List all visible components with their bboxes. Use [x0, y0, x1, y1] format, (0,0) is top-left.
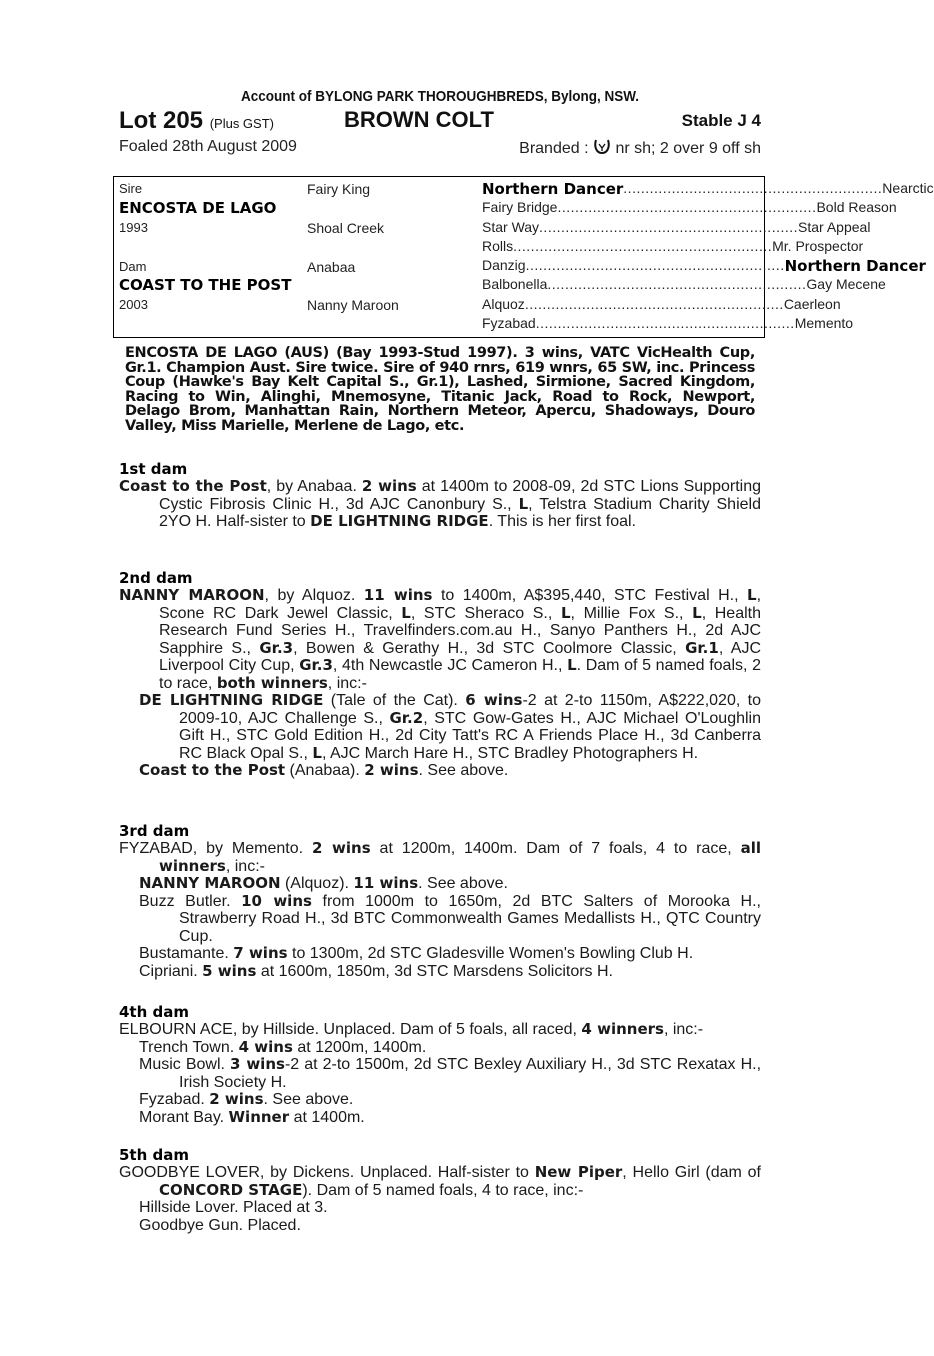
- text-run: to 1300m, 2d STC Gladesville Women's Bowling Club H.: [287, 945, 694, 962]
- bold-text: L: [312, 743, 322, 762]
- section-heading: 3rd dam: [119, 822, 190, 840]
- text-run: Buzz Butler.: [139, 892, 242, 910]
- bold-text: 2 wins: [311, 839, 371, 857]
- bold-text: NANNY MAROON: [139, 874, 281, 892]
- dam-label: Dam: [119, 259, 147, 274]
- text-run: at 1400m to 2008-09, 2d STC Lions Supporting Cystic Fibrosis Clinic H., 3d AJC Canonbury S.,: [159, 478, 761, 513]
- text-run: Bustamante.: [139, 945, 234, 962]
- text-run: . See above.: [418, 762, 509, 779]
- text-run: . See above.: [263, 1091, 354, 1108]
- dam-entry: [119, 478, 761, 531]
- sire-name: ENCOSTA DE LAGO: [119, 199, 277, 217]
- plus-gst: (Plus GST): [209, 116, 274, 131]
- gen3-right: Gay Mecene: [806, 276, 886, 292]
- bold-text: NANNY MAROON: [119, 586, 265, 604]
- text-run: , STC Gow-Gates H., AJC Michael O'Loughlin Gift H., STC Gold Edition H., 2d City Tatt's RC A Friends Place H., 3d Canberra RC Black Opal S.,: [179, 709, 762, 762]
- bold-text: 3 wins: [230, 1055, 285, 1073]
- gen3-left: Danzig: [482, 257, 526, 273]
- dam-entry: [119, 1164, 761, 1199]
- gen3-row: Rolls ........................................................... Mr. Prospector: [482, 238, 864, 254]
- text-run: , Health Research Fund Series H., Travelfinders.com.au H., Sanyo Panthers H., 2d AJC Sapphire S.,: [159, 604, 762, 657]
- foaled-date: Foaled 28th August 2009: [119, 138, 297, 155]
- text-run: , AJC March Hare H., STC Bradley Photographers H.: [321, 744, 699, 762]
- bold-text: L: [518, 494, 529, 513]
- text-run: at 1200m, 1400m. Dam of 7 foals, 4 to race,: [370, 840, 741, 857]
- text-run: at 1400m.: [289, 1108, 365, 1126]
- text-run: Trench Town.: [139, 1038, 239, 1056]
- bold-text: 10 wins: [241, 891, 312, 910]
- section-heading: 1st dam: [119, 460, 188, 478]
- gen3-right: Northern Dancer: [784, 257, 926, 275]
- bold-text: all winners: [159, 839, 762, 875]
- text-run: Goodbye Gun. Placed.: [139, 1216, 301, 1234]
- text-run: Fyzabad.: [139, 1091, 210, 1108]
- first-dam-section: [119, 460, 761, 531]
- fourth-dam-section: [119, 1003, 761, 1126]
- gen3-left: Star Way: [482, 219, 540, 235]
- text-run: , inc:-: [327, 674, 367, 692]
- dam-entry: [119, 840, 761, 875]
- text-run: (Tale of the Cat).: [323, 692, 466, 709]
- lot-number: [119, 107, 274, 135]
- text-run: FYZABAD, by Memento.: [119, 840, 312, 857]
- pedigree-table: [113, 176, 934, 338]
- text-run: , STC Sheraco S.,: [410, 604, 561, 622]
- catalogue-page: [119, 88, 934, 1234]
- dam-name: COAST TO THE POST: [119, 276, 292, 294]
- gen3-row: Alquoz ........................................................... Caerleon: [482, 296, 841, 312]
- progeny-entry: [119, 1056, 761, 1091]
- text-run: , 4th Newcastle JC Cameron H.,: [332, 657, 568, 674]
- gen3-row: Fairy Bridge ........................................................... Bold Reason: [482, 199, 897, 215]
- bold-text: 5 wins: [202, 961, 257, 980]
- bold-text: Coast to the Post: [119, 477, 267, 495]
- text-run: . Dam of 5 named foals, 2 to race,: [159, 657, 761, 692]
- gen3-left: Fairy Bridge: [482, 199, 558, 215]
- progeny-entry: [119, 893, 761, 946]
- progeny-entry: [119, 692, 761, 762]
- text-run: , by Alquoz.: [264, 587, 364, 604]
- text-run: , Telstra Stadium Charity Shield 2YO H. Half-sister to: [159, 495, 761, 530]
- gen3-row: Northern Dancer ........................................................... Nearctic: [482, 180, 934, 198]
- text-run: , Bowen & Gerathy H., 3d STC Coolmore Classic,: [293, 639, 686, 657]
- gen3-right: Mr. Prospector: [772, 238, 864, 254]
- text-run: , Millie Fox S.,: [570, 604, 693, 622]
- text-run: -2 at 2-to 1500m, 2d STC Bexley Auxiliary H., 3d STC Rexatax H., Irish Society H.: [179, 1056, 762, 1091]
- dam-dam: Nanny Maroon: [307, 297, 399, 313]
- text-run: . This is her first foal.: [488, 513, 636, 530]
- text-run: , inc:-: [225, 857, 265, 875]
- gen3-left: Alquoz: [482, 296, 525, 312]
- progeny-entry: [119, 1217, 761, 1235]
- gen3-row: Star Way ........................................................... Star Appeal: [482, 219, 871, 235]
- bold-text: 4 winners: [581, 1020, 664, 1038]
- fifth-dam-section: [119, 1146, 761, 1234]
- gen3-right: Nearctic: [882, 180, 934, 196]
- bold-text: 6 wins: [465, 691, 523, 709]
- bold-text: New Piper: [534, 1163, 623, 1181]
- bold-text: L: [401, 603, 411, 622]
- bold-text: L: [567, 656, 577, 674]
- text-run: , AJC Liverpool City Cup,: [159, 639, 761, 674]
- bold-text: Gr.2: [389, 708, 424, 727]
- text-run: (Anabaa).: [285, 762, 365, 779]
- section-heading: 5th dam: [119, 1146, 189, 1164]
- text-run: to 1400m, A$395,440, STC Festival H.,: [432, 587, 748, 604]
- bold-text: Gr.3: [259, 638, 294, 657]
- bold-text: 7 wins: [233, 944, 288, 962]
- text-run: from 1000m to 1650m, 2d BTC Salters of Morooka H., Strawberry Road H., 3d BTC Commonwealth Games Medallists H., QTC Country Cup.: [179, 892, 762, 945]
- text-run: Morant Bay.: [139, 1108, 229, 1126]
- text-run: ELBOURN ACE, by Hillside. Unplaced. Dam of 5 foals, all raced,: [119, 1021, 582, 1038]
- text-run: GOODBYE LOVER, by Dickens. Unplaced. Half-sister to: [119, 1164, 535, 1181]
- gen3-left: Northern Dancer: [482, 180, 624, 198]
- dam-year: 2003: [119, 297, 148, 312]
- dam-sire: Anabaa: [307, 259, 356, 275]
- text-run: -2 at 2-to 1150m, A$222,020, to 2009-10, AJC Challenge S.,: [179, 692, 762, 727]
- lot-title: BROWN COLT: [344, 107, 494, 132]
- bold-text: both winners: [216, 673, 328, 692]
- section-heading: 4th dam: [119, 1003, 189, 1021]
- section-heading: 2nd dam: [119, 569, 193, 587]
- gen3-right: Bold Reason: [816, 199, 897, 215]
- progeny-entry: [119, 1091, 761, 1109]
- progeny-entry: [119, 1199, 761, 1217]
- text-run: (Alquoz).: [280, 875, 354, 892]
- foaling-row: [119, 135, 761, 161]
- lot-row: [119, 107, 761, 135]
- text-run: . See above.: [418, 875, 508, 892]
- text-run: , Scone RC Dark Jewel Classic,: [159, 587, 762, 622]
- sire-label: Sire: [119, 181, 143, 196]
- bold-text: L: [692, 603, 702, 622]
- progeny-entry: [119, 1039, 761, 1057]
- dam-entry: [119, 587, 761, 692]
- progeny-entry: [119, 963, 761, 981]
- bold-text: Coast to the Post: [139, 761, 286, 779]
- progeny-entry: [119, 1109, 761, 1127]
- bold-text: L: [560, 603, 571, 622]
- bold-text: Gr.3: [299, 656, 333, 674]
- text-run: , Hello Girl (dam of: [622, 1164, 762, 1181]
- horseshoe-brand-icon: [593, 138, 611, 160]
- gen3-row: Danzig ........................................................... Northern Dancer: [482, 257, 926, 275]
- sire-summary: ENCOSTA DE LAGO (AUS) (Bay 1993-Stud 1997). 3 wins, VATC VicHealth Cup, Gr.1. Champion Aust. Sire twice. Sire of 940 rnrs, 619 wnrs, 65 SW, inc. Princess Coup (Hawke's Bay Kelt Capital S., Gr.1), Lashed, Sirmione, Sacred Kingdom, Racing to Win, Alinghi, Mnemosyne, Titanic Jack, Road to Rock, Newport, Delago Brom, Manhattan Rain, Northern Meteor, Apercu, Shadoways, Douro Valley, Miss Marielle, Merlene de Lago, etc.: [125, 345, 755, 434]
- progeny-entry: [119, 945, 761, 963]
- gen3-right: Memento: [794, 315, 854, 331]
- gen3-row: Balbonella ........................................................... Gay Mecene: [482, 276, 886, 292]
- second-dam-section: [119, 569, 761, 780]
- stable-location: Stable J 4: [681, 111, 761, 130]
- gen3-row: Fyzabad ........................................................... Memento: [482, 315, 854, 331]
- text-run: at 1600m, 1850m, 3d STC Marsdens Solicitors H.: [256, 962, 613, 980]
- bold-text: Gr.1: [685, 638, 719, 657]
- branded-label: Branded :: [519, 140, 589, 157]
- bold-text: 2 wins: [209, 1090, 264, 1108]
- bold-text: L: [747, 586, 757, 604]
- gen3-right: Star Appeal: [798, 219, 871, 235]
- text-run: Hillside Lover. Placed at 3.: [139, 1199, 328, 1216]
- vendor-account: Account of BYLONG PARK THOROUGHBREDS, Bylong, NSW.: [240, 88, 639, 105]
- bold-text: Winner: [228, 1107, 290, 1126]
- text-run: Music Bowl.: [139, 1056, 231, 1073]
- bold-text: CONCORD STAGE: [159, 1180, 303, 1199]
- bold-text: 4 wins: [238, 1037, 293, 1056]
- progeny-entry: [119, 875, 761, 893]
- bold-text: 11 wins: [363, 586, 433, 604]
- bold-text: DE LIGHTNING RIDGE: [310, 512, 489, 530]
- gen3-left: Balbonella: [482, 276, 548, 292]
- gen3-right: Caerleon: [783, 296, 841, 312]
- progeny-entry: [119, 762, 761, 780]
- text-run: , inc:-: [663, 1021, 704, 1038]
- bold-text: 2 wins: [364, 761, 419, 779]
- bold-text: 11 wins: [353, 874, 419, 892]
- text-run: ). Dam of 5 named foals, 4 to race, inc:-: [302, 1181, 584, 1199]
- bold-text: 2 wins: [361, 477, 417, 495]
- gen3-left: Fyzabad: [482, 315, 536, 331]
- third-dam-section: [119, 822, 761, 980]
- brand-info: [519, 138, 761, 160]
- text-run: , by Anabaa.: [266, 478, 362, 495]
- sire-dam: Shoal Creek: [307, 220, 385, 236]
- text-run: at 1200m, 1400m.: [292, 1038, 427, 1056]
- text-run: Cipriani.: [139, 962, 203, 980]
- lot-label: Lot 205: [119, 107, 204, 134]
- sire-sire: Fairy King: [307, 181, 371, 197]
- dam-entry: [119, 1021, 761, 1039]
- branded-marks: nr sh; 2 over 9 off sh: [615, 140, 761, 157]
- bold-text: DE LIGHTNING RIDGE: [139, 691, 324, 709]
- sire-year: 1993: [119, 220, 148, 235]
- gen3-left: Rolls: [482, 238, 514, 254]
